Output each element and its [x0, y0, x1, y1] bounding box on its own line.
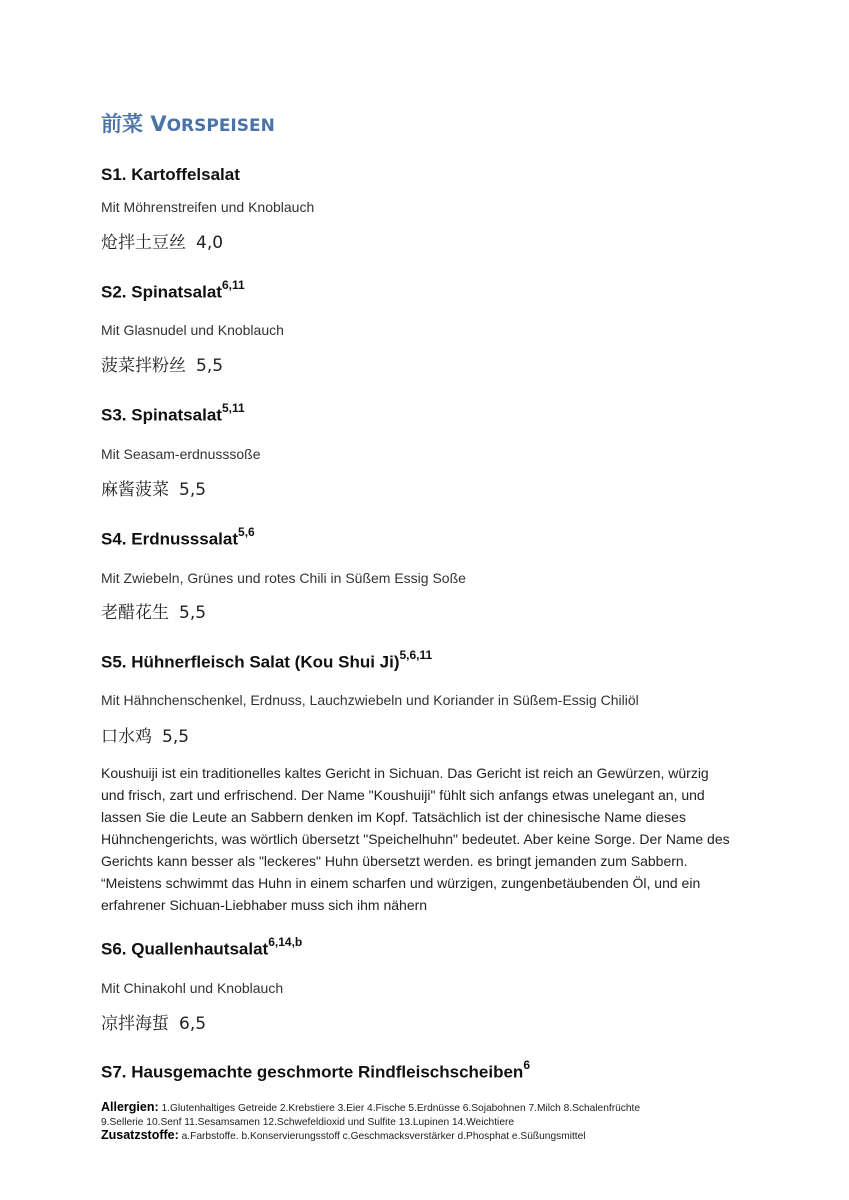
story-line: lassen Sie die Leute an Sabbern denken im Kopf. Tatsächlich ist der chinesische Name dieses — [101, 809, 686, 825]
dish-allergen-s6: 6,14,b — [268, 935, 303, 949]
allergen-list-2: 9.Sellerie 10.Senf 11.Sesamsamen 12.Schwefeldioxid und Sulfite 13.Lupinen 14.Weichtiere — [101, 1116, 515, 1128]
story-line: Koushuiji ist ein traditionelles kaltes Gericht in Sichuan. Das Gericht ist reich an Gewürzen, würzig — [101, 765, 709, 781]
dish-cn-s6: 凉拌海蜇 6,5 — [101, 1014, 207, 1034]
story-line: und frisch, zart und erfrischend. Der Name "Koushuiji" fühlt sich anfangs etwas unelegant an, und — [101, 787, 705, 803]
dish-name-s1: S1. Kartoffelsalat — [101, 165, 240, 184]
dish-name-s6: S6. Quallenhautsalat$^{6,14,b}$ — [101, 935, 303, 959]
dish-allergen-s7: 6 — [523, 1058, 530, 1072]
dish-desc-s1: Mit Möhrenstreifen und Knoblauch — [101, 199, 315, 215]
dish-name-s2: S2. Spinatsalat$^{6,11}$ — [101, 278, 245, 302]
dish-name-s3: S3. Spinatsalat$^{5,11}$ — [101, 401, 245, 425]
dish-cn-s2: 菠菜拌粉丝 5,5 — [101, 356, 224, 376]
section-title-de-first: V — [150, 112, 167, 136]
dish-desc-s4: Mit Zwiebeln, Grünes und rotes Chili in Süßem Essig Soße — [101, 570, 466, 586]
dish-desc-s5: Mit Hähnchenschenkel, Erdnuss, Lauchzwiebeln und Koriander in Süßem-Essig Chiliöl — [101, 692, 639, 708]
additive-row — [101, 1129, 761, 1144]
section-title-de-rest: ORSPEISEN — [166, 116, 275, 136]
dish-desc-s3: Mit Seasam-erdnusssoße — [101, 446, 261, 462]
story-line: Hühnchengerichts, was wörtlich übersetzt "Speichelhuhn" bedeutet. Aber keine Sorge. Der Name des — [101, 831, 730, 847]
dish-name-s5: S5. Hühnerfleisch Salat (Kou Shui Ji)$^{5,6,11}$ — [101, 648, 433, 672]
dish-price-s4: 5,5 — [179, 603, 207, 623]
dish-name-s7: S7. Hausgemachte geschmorte Rindfleischscheiben$^6$ — [101, 1058, 530, 1082]
section-title-cn: 前菜 — [101, 112, 143, 136]
story-line: “Meistens schwimmt das Huhn in einem scharfen und würzigen, zungenbetäubenden Öl, und ein — [101, 875, 701, 891]
allergen-list-1: 1.Glutenhaltiges Getreide 2.Krebstiere 3.Eier 4.Fische 5.Erdnüsse 6.Sojabohnen 7.Milch 8.Schalenfrüchte — [161, 1103, 641, 1114]
story-line: Gerichts kann besser als "leckeres" Huhn übersetzt werden. es bringt jemanden zum Sabbern. — [101, 853, 688, 869]
dish-desc-s6: Mit Chinakohl und Knoblauch — [101, 980, 284, 996]
dish-allergen-s2: 6,11 — [221, 278, 245, 292]
dish-name-s4: S4. Erdnusssalat$^{5,6}$ — [101, 525, 255, 549]
allergen-footer — [101, 1101, 761, 1144]
dish-cn-s5: 口水鸡 5,5 — [101, 727, 190, 747]
dish-cn-s1: 炝拌土豆丝 4,0 — [101, 233, 224, 253]
dish-price-s6: 6,5 — [179, 1014, 207, 1034]
dish-price-s3: 5,5 — [179, 480, 207, 500]
additive-list: a.Farbstoffe. b.Konservierungsstoff c.Geschmacksverstärker d.Phosphat e.Süßungsmittel — [181, 1131, 586, 1142]
dish-cn-s4: 老醋花生 5,5 — [101, 603, 207, 623]
dish-desc-s2: Mit Glasnudel und Knoblauch — [101, 322, 284, 338]
allergen-label: Allergien: — [101, 1100, 159, 1114]
additive-label: Zusatzstoffe: — [101, 1128, 179, 1142]
story-line: erfahrener Sichuan-Liebhaber muss sich ihm nähern — [101, 897, 428, 913]
dish-price-s1: 4,0 — [196, 233, 224, 253]
dish-story-s5 — [101, 762, 761, 916]
section-title — [101, 108, 275, 138]
allergen-row — [101, 1101, 761, 1116]
dish-price-s2: 5,5 — [196, 356, 224, 376]
dish-allergen-s5: 5,6,11 — [399, 648, 433, 662]
dish-price-s5: 5,5 — [162, 727, 190, 747]
dish-cn-s3: 麻酱菠菜 5,5 — [101, 480, 207, 500]
dish-allergen-s4: 5,6 — [238, 525, 255, 539]
dish-allergen-s3: 5,11 — [221, 401, 245, 415]
